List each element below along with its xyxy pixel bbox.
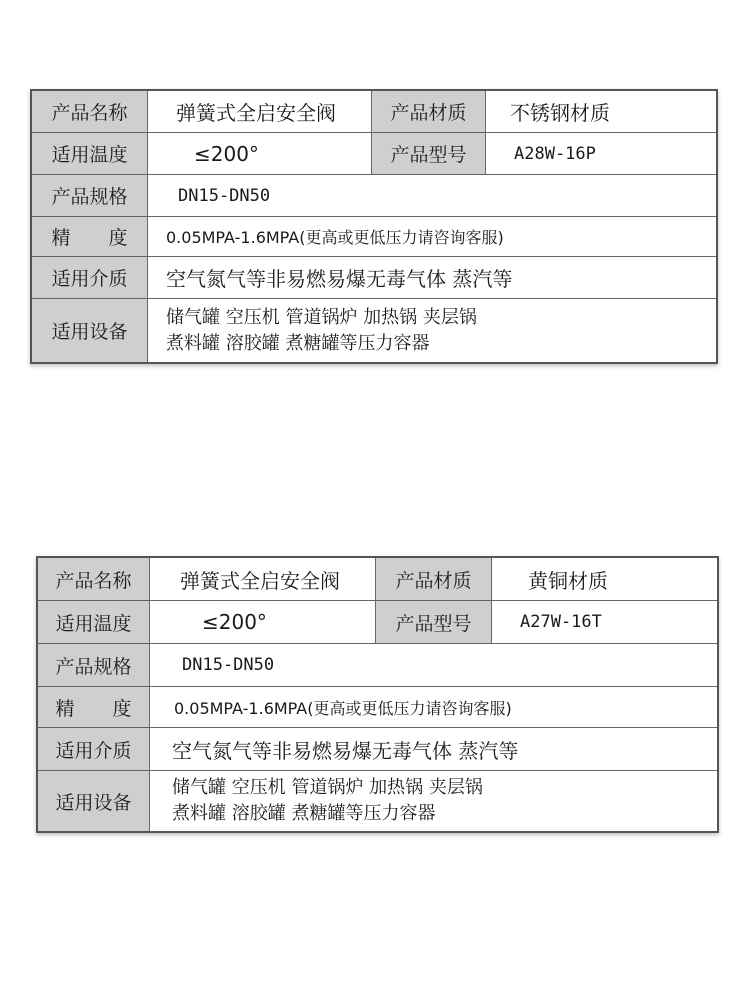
label-spec: 产品规格 [32,175,148,216]
value-medium: 空气氮气等非易燃易爆无毒气体 蒸汽等 [172,738,519,763]
value-temperature: ≤200° [148,133,372,174]
label-product-name: 产品名称 [38,558,150,600]
value-medium: 空气氮气等非易燃易爆无毒气体 蒸汽等 [166,267,513,291]
value-precision: 0.05MPA-1.6MPA(更高或更低压力请咨询客服) [166,228,504,247]
value-precision: 0.05MPA-1.6MPA(更高或更低压力请咨询客服) [174,698,512,718]
label-temperature: 适用温度 [38,601,150,643]
value-product-name: 弹簧式全启安全阀 [148,91,372,132]
spec-table-stainless [30,89,718,364]
row-equipment [32,299,716,362]
label-equipment: 适用设备 [32,299,148,362]
row-medium [38,728,717,771]
row-precision [32,217,716,257]
label-temperature: 适用温度 [32,133,148,174]
value-product-name: 弹簧式全启安全阀 [150,558,376,600]
label-material: 产品材质 [372,91,486,132]
row-medium [32,257,716,299]
value-model: A28W-16P [514,143,596,164]
value-material: 不锈钢材质 [510,101,610,125]
value-equipment [148,299,716,362]
equipment-line-1: 储气罐 空压机 管道锅炉 加热锅 夹层锅 [172,777,483,798]
row-name-material [32,91,716,133]
label-precision: 精 度 [32,217,148,256]
row-name-material [38,558,717,601]
value-equipment [150,771,717,831]
equipment-line-1: 储气罐 空压机 管道锅炉 加热锅 夹层锅 [166,306,477,328]
row-temperature-model [32,133,716,175]
spec-table-brass [36,556,719,833]
label-product-name: 产品名称 [32,91,148,132]
equipment-line-2: 煮料罐 溶胶罐 煮糖罐等压力容器 [166,332,430,354]
value-temperature: ≤200° [150,601,376,643]
label-model: 产品型号 [372,133,486,174]
value-material: 黄铜材质 [528,568,608,593]
row-spec [32,175,716,217]
row-precision [38,687,717,728]
row-temperature-model [38,601,717,644]
label-material: 产品材质 [376,558,492,600]
row-equipment [38,771,717,831]
label-model: 产品型号 [376,601,492,643]
row-spec [38,644,717,687]
label-medium: 适用介质 [38,728,150,770]
value-model: A27W-16T [520,612,602,632]
label-medium: 适用介质 [32,257,148,298]
label-equipment: 适用设备 [38,771,150,831]
label-precision: 精 度 [38,687,150,727]
value-spec: DN15-DN50 [182,655,275,675]
value-spec: DN15-DN50 [178,185,271,206]
label-spec: 产品规格 [38,644,150,686]
equipment-line-2: 煮料罐 溶胶罐 煮糖罐等压力容器 [172,803,436,824]
